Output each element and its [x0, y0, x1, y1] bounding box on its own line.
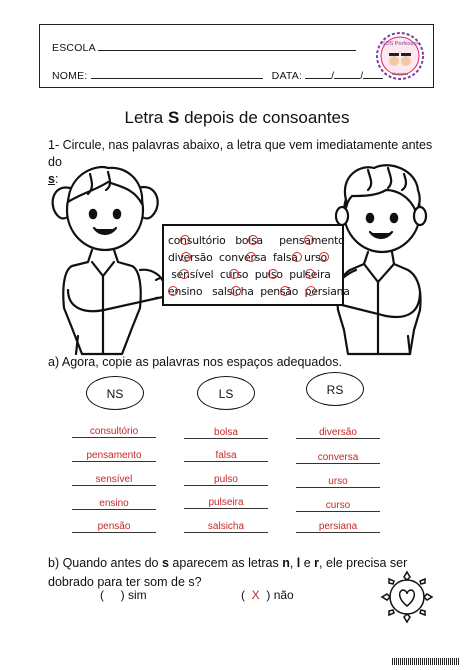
footer-barcode — [392, 658, 460, 665]
answer-word[interactable]: conversa — [317, 452, 359, 463]
board-word: pulseira — [289, 268, 331, 281]
name-row — [52, 68, 383, 82]
girl-illustration — [48, 158, 176, 358]
sun-heart-icon — [378, 568, 436, 626]
school-row — [52, 40, 356, 54]
board-word: consultório — [168, 234, 226, 247]
board-word: urso — [304, 251, 327, 264]
date-slash: / — [360, 70, 364, 82]
question-b-text: aparecem as letras — [168, 556, 283, 570]
board-word: ensino — [168, 285, 203, 298]
question-1-letter: s — [48, 172, 55, 186]
question-b-text: , — [289, 556, 297, 570]
question-1-text: 1- Circule, nas palavras abaixo, a letra que vem imediatamente antes do — [48, 138, 433, 169]
answer-word[interactable]: pulseira — [208, 497, 244, 508]
answer-line — [296, 511, 380, 512]
logo-subtext: Atividades — [391, 72, 409, 76]
question-b-text: , ele precisa ser — [319, 556, 408, 570]
question-b — [48, 554, 408, 592]
option-paren: ( — [100, 588, 104, 602]
answer-word[interactable]: salsicha — [207, 521, 245, 532]
board-word: persiana — [304, 285, 350, 298]
answer-word[interactable]: pensamento — [86, 450, 142, 461]
question-b-line2: dobrado para ter som de s? — [48, 575, 202, 589]
board-row — [168, 251, 343, 264]
sos-professor-logo — [375, 31, 425, 81]
answer-word[interactable]: pulso — [214, 474, 238, 485]
board-word: curso — [219, 268, 249, 281]
group-ls-ellipse: LS — [197, 376, 255, 410]
answer-line — [72, 461, 156, 462]
option-nao-label: não — [273, 588, 294, 602]
board-word: diversão — [168, 251, 213, 264]
answer-line — [72, 532, 156, 533]
title-prefix: Letra — [124, 108, 168, 127]
logo-text: SOS Professor — [381, 41, 419, 47]
board-word: pensão — [260, 285, 299, 298]
board-row — [168, 234, 343, 247]
group-rs-ellipse: RS — [306, 372, 364, 406]
board-word: pulso — [254, 268, 283, 281]
answer-line — [296, 487, 380, 488]
answer-line — [296, 463, 380, 464]
question-b-text: e — [300, 556, 315, 570]
answer-line — [184, 508, 268, 509]
answer-line — [184, 438, 268, 439]
option-nao[interactable] — [241, 588, 294, 602]
board-row — [168, 285, 350, 298]
option-sim-label: sim — [128, 588, 147, 602]
board-word: pensamento — [279, 234, 345, 247]
school-label: ESCOLA — [52, 42, 96, 54]
date-label: DATA: — [271, 70, 303, 82]
answer-line — [296, 532, 380, 533]
option-paren: ( — [241, 588, 245, 602]
question-1-colon: : — [54, 172, 59, 186]
header-box — [39, 24, 434, 88]
question-b-s: s — [161, 556, 169, 570]
answer-word[interactable]: bolsa — [214, 427, 238, 438]
answer-line — [184, 461, 268, 462]
title-letter: S — [168, 108, 180, 127]
school-field[interactable] — [98, 40, 356, 51]
question-a: a) Agora, copie as palavras nos espaços adequados. — [48, 355, 342, 369]
option-paren: ) — [120, 588, 125, 602]
option-paren: ) — [266, 588, 271, 602]
name-field[interactable] — [91, 68, 263, 79]
answer-line — [72, 509, 156, 510]
name-label: NOME: — [52, 70, 88, 82]
board-word: sensível — [171, 268, 214, 281]
date-day-field[interactable] — [305, 68, 331, 79]
board-word: falsa — [273, 251, 298, 264]
date-slash: / — [331, 70, 335, 82]
answer-line — [184, 485, 268, 486]
answer-word[interactable]: diversão — [319, 427, 357, 438]
title-suffix: depois de consoantes — [179, 108, 350, 127]
answer-word[interactable]: urso — [328, 476, 348, 487]
option-sim[interactable] — [100, 588, 147, 602]
word-board — [162, 224, 350, 306]
board-word: conversa — [219, 251, 267, 264]
answer-word[interactable]: sensível — [95, 474, 133, 485]
answer-word[interactable]: falsa — [215, 450, 237, 461]
question-b-r: r — [314, 556, 320, 570]
question-b-l: l — [296, 556, 301, 570]
group-ns-ellipse: NS — [86, 376, 144, 410]
page-title — [0, 108, 474, 128]
question-b-n: n — [282, 556, 290, 570]
board-row — [168, 268, 343, 281]
answer-word[interactable]: curso — [325, 500, 351, 511]
answer-line — [184, 532, 268, 533]
date-month-field[interactable] — [334, 68, 360, 79]
answer-word[interactable]: pensão — [97, 521, 131, 532]
answer-line — [296, 438, 380, 439]
answer-word[interactable]: ensino — [99, 498, 129, 509]
answer-line — [72, 437, 156, 438]
option-nao-mark: X — [251, 588, 260, 602]
answer-word[interactable]: consultório — [89, 426, 139, 437]
board-word: bolsa — [235, 234, 263, 247]
answer-word[interactable]: persiana — [318, 521, 358, 532]
question-b-text: b) Quando antes do — [48, 556, 162, 570]
board-word: salsicha — [212, 285, 254, 298]
answer-line — [72, 485, 156, 486]
